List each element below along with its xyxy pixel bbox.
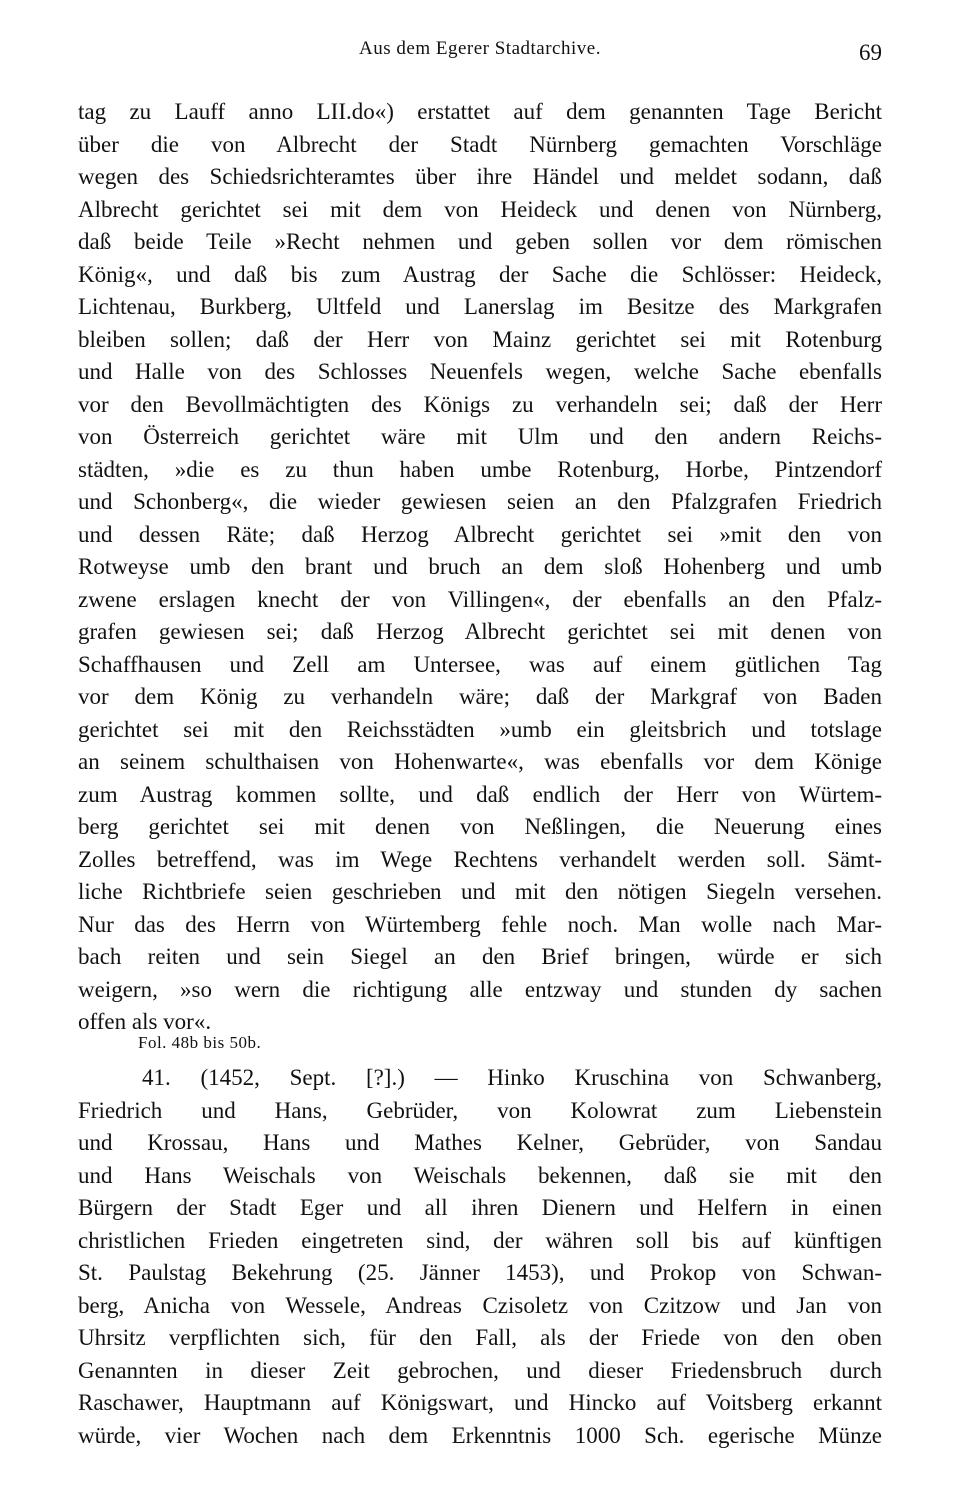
text-line: und Halle von des Schlosses Neuenfels wegen, welche Sache ebenfalls xyxy=(78,359,882,384)
text-line: wegen des Schiedsrichteramtes über ihre Händel und meldet sodann, daß xyxy=(78,164,882,189)
text-line: an seinem schulthaisen von Hohenwarte«, was ebenfalls vor dem Könige xyxy=(78,749,882,774)
text-line: tag zu Lauff anno LII.do«) erstattet auf dem genannten Tage Bericht xyxy=(78,99,882,124)
paragraph-block-1 xyxy=(78,96,882,1039)
text-line: vor den Bevollmächtigten des Königs zu verhandeln sei; daß der Herr xyxy=(78,391,882,417)
text-line: und Hans Weischals von Weischals bekennen, daß sie mit den xyxy=(78,1162,882,1188)
paragraph-block-2 xyxy=(78,1062,882,1452)
text-line: über die von Albrecht der Stadt Nürnberg gemachten Vorschläge xyxy=(78,131,882,157)
text-line: und dessen Räte; daß Herzog Albrecht gerichtet sei »mit den von xyxy=(78,521,882,547)
text-line: städten, »die es zu thun haben umbe Rotenburg, Horbe, Pintzendorf xyxy=(78,456,882,482)
text-line: bleiben sollen; daß der Herr von Mainz gerichtet sei mit Rotenburg xyxy=(78,326,882,352)
text-line: gerichtet sei mit den Reichsstädten »umb ein gleitsbrich und totslage xyxy=(78,716,882,742)
running-title: Aus dem Egerer Stadtarchive. xyxy=(359,38,601,59)
text-line: christlichen Frieden eingetreten sind, der währen soll bis auf künftigen xyxy=(78,1227,882,1253)
text-line: König«, und daß bis zum Austrag der Sache die Schlösser: Heideck, xyxy=(78,261,882,287)
text-line: bach reiten und sein Siegel an den Brief bringen, würde er sich xyxy=(78,944,882,969)
text-line: Lichtenau, Burkberg, Ultfeld und Lanerslag im Besitze des Markgrafen xyxy=(78,294,882,319)
text-line: würde, vier Wochen nach dem Erkenntnis 1000 Sch. egerische Münze xyxy=(78,1422,882,1448)
text-line: Rotweyse umb den brant und bruch an dem sloß Hohenberg und umb xyxy=(78,554,882,579)
text-line: 41. (1452, Sept. [?].) — Hinko Kruschina von Schwanberg, xyxy=(142,1065,882,1090)
text-line: Uhrsitz verpflichten sich, für den Fall, als der Friede von den oben xyxy=(78,1325,882,1350)
text-line: berg, Anicha von Wessele, Andreas Czisoletz von Czitzow und Jan von xyxy=(78,1292,882,1318)
text-line: Friedrich und Hans, Gebrüder, von Kolowrat zum Liebenstein xyxy=(78,1097,882,1123)
text-line: Zolles betreffend, was im Wege Rechtens verhandelt werden soll. Sämt- xyxy=(78,846,882,872)
text-line: zum Austrag kommen sollte, und daß endlich der Herr von Würtem- xyxy=(78,781,882,807)
text-line: daß beide Teile »Recht nehmen und geben sollen vor dem römischen xyxy=(78,229,882,254)
page-number: 69 xyxy=(859,40,882,65)
text-line: liche Richtbriefe seien geschrieben und mit den nötigen Siegeln versehen. xyxy=(78,879,882,904)
text-line: zwene erslagen knecht der von Villingen«, der ebenfalls an den Pfalz- xyxy=(78,586,882,612)
text-line: Bürgern der Stadt Eger und all ihren Dienern und Helfern in einen xyxy=(78,1195,882,1220)
text-line: berg gerichtet sei mit denen von Neßlingen, die Neuerung eines xyxy=(78,814,882,839)
text-line: St. Paulstag Bekehrung (25. Jänner 1453), und Prokop von Schwan- xyxy=(78,1260,882,1285)
folio-citation: Fol. 48b bis 50b. xyxy=(138,1033,262,1052)
text-line: Schaffhausen und Zell am Untersee, was auf einem gütlichen Tag xyxy=(78,651,882,677)
text-line: von Österreich gerichtet wäre mit Ulm und den andern Reichs- xyxy=(78,424,882,449)
text-line: vor dem König zu verhandeln wäre; daß der Markgraf von Baden xyxy=(78,684,882,709)
text-line: und Krossau, Hans und Mathes Kelner, Gebrüder, von Sandau xyxy=(78,1130,882,1155)
text-line: grafen gewiesen sei; daß Herzog Albrecht gerichtet sei mit denen von xyxy=(78,619,882,644)
running-header xyxy=(78,38,882,78)
text-line: Raschawer, Hauptmann auf Königswart, und Hincko auf Voitsberg erkannt xyxy=(78,1390,882,1415)
text-line: und Schonberg«, die wieder gewiesen seien an den Pfalzgrafen Friedrich xyxy=(78,489,882,514)
text-line: Genannten in dieser Zeit gebrochen, und dieser Friedensbruch durch xyxy=(78,1357,882,1383)
text-line: weigern, »so wern die richtigung alle entzway und stunden dy sachen xyxy=(78,976,882,1002)
text-line: Nur das des Herrn von Würtemberg fehle noch. Man wolle nach Mar- xyxy=(78,911,882,937)
text-line: Albrecht gerichtet sei mit dem von Heideck und denen von Nürnberg, xyxy=(78,196,882,222)
text-line: offen als vor«. xyxy=(78,1009,212,1034)
